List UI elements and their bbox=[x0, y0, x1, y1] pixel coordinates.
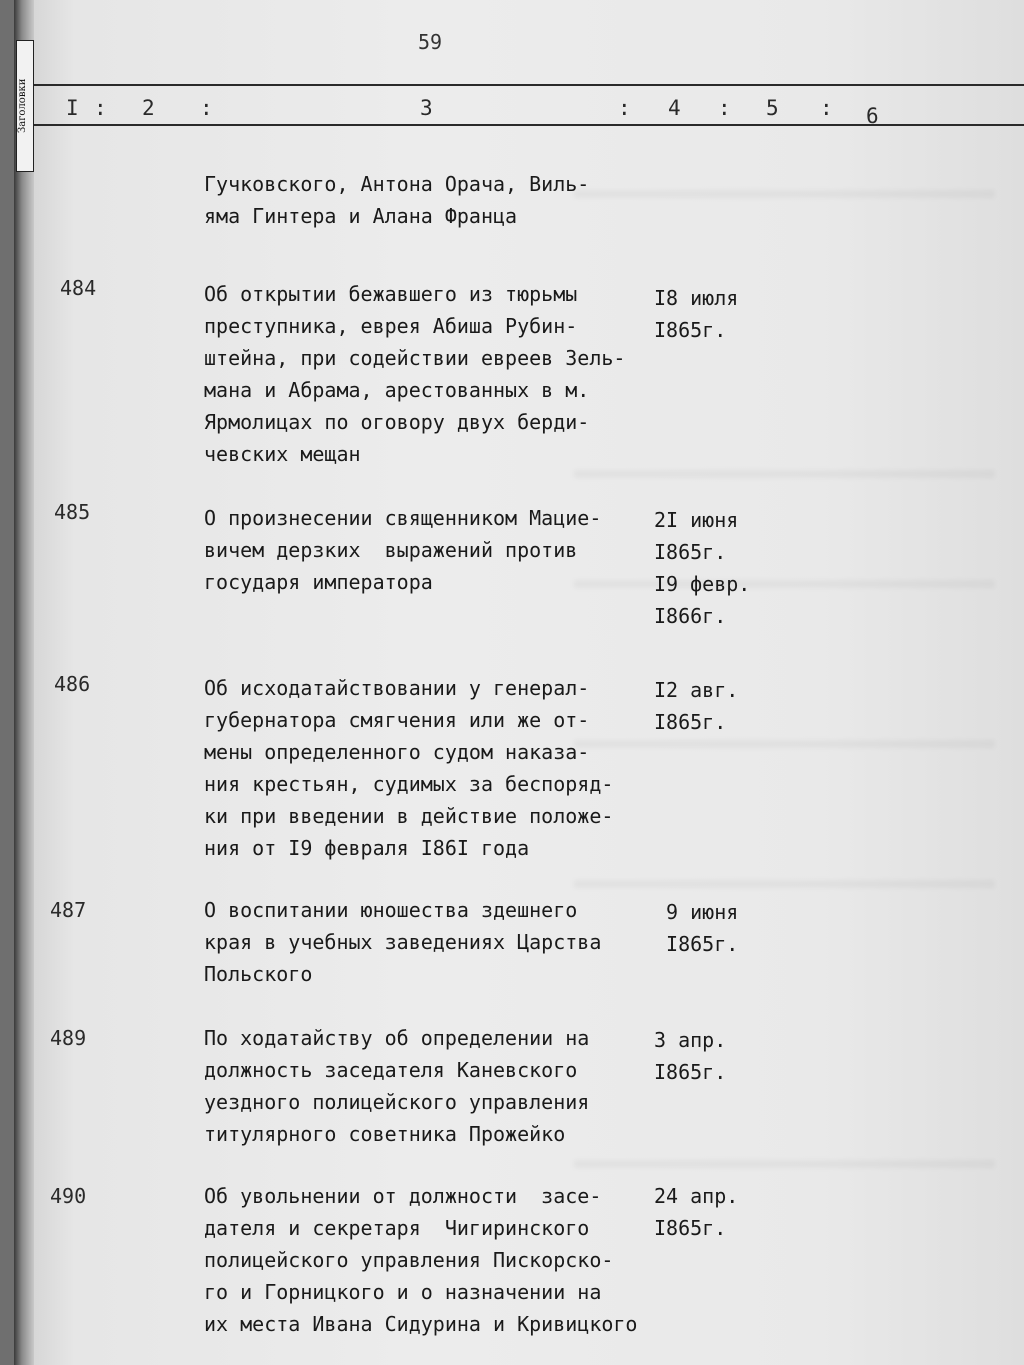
text-line: Польского bbox=[204, 962, 313, 986]
record-description bbox=[204, 278, 674, 470]
record-dates bbox=[654, 674, 774, 738]
date-line: I865г. bbox=[654, 540, 727, 564]
text-line: По ходатайству об определении на bbox=[204, 1026, 590, 1050]
record-number: 486 bbox=[54, 672, 91, 696]
column-header-6: 6 bbox=[866, 104, 879, 128]
page-number: 59 bbox=[418, 30, 443, 54]
text-line: чевских мещан bbox=[204, 442, 361, 466]
document-page bbox=[14, 0, 1024, 1365]
spine-label: Заголовки bbox=[16, 40, 34, 172]
text-line: ки при введении в действие положе- bbox=[204, 804, 614, 828]
column-header-1: I bbox=[66, 96, 79, 120]
date-line: I9 февр. bbox=[654, 572, 751, 596]
date-line: I865г. bbox=[654, 1060, 727, 1084]
text-line: преступника, еврея Абиша Рубин- bbox=[204, 314, 578, 338]
text-line: Об увольнении от должности засе- bbox=[204, 1184, 602, 1208]
continuation-text bbox=[204, 168, 674, 232]
date-line: I2 авг. bbox=[654, 678, 739, 702]
date-line: I865г. bbox=[654, 318, 727, 342]
record-dates bbox=[654, 504, 774, 632]
record-number: 487 bbox=[50, 898, 87, 922]
record-dates bbox=[654, 896, 774, 960]
date-line: 3 апр. bbox=[654, 1028, 727, 1052]
record-dates bbox=[654, 1180, 774, 1244]
date-line: I865г. bbox=[654, 710, 727, 734]
text-line: Гучковского, Антона Орача, Виль- bbox=[204, 172, 590, 196]
record-number: 489 bbox=[50, 1026, 87, 1050]
text-line: Об открытии бежавшего из тюрьмы bbox=[204, 282, 578, 306]
text-line: края в учебных заведениях Царства bbox=[204, 930, 602, 954]
record-description bbox=[204, 1180, 674, 1340]
record-dates bbox=[654, 282, 774, 346]
column-separator: : bbox=[718, 96, 731, 120]
column-header-5: 5 bbox=[766, 96, 779, 120]
text-line: уездного полицейского управления bbox=[204, 1090, 590, 1114]
text-line: губернатора смягчения или же от- bbox=[204, 708, 590, 732]
column-header-4: 4 bbox=[668, 96, 681, 120]
record-number: 485 bbox=[54, 500, 91, 524]
column-separator: : bbox=[200, 96, 213, 120]
date-line: I865г. bbox=[654, 932, 739, 956]
date-line: 24 апр. bbox=[654, 1184, 739, 1208]
text-line: мены определенного судом наказа- bbox=[204, 740, 590, 764]
text-line: дателя и секретаря Чигиринского bbox=[204, 1216, 590, 1240]
text-line: О воспитании юношества здешнего bbox=[204, 898, 578, 922]
text-line: должность заседателя Каневского bbox=[204, 1058, 578, 1082]
text-line: Об исходатайствовании у генерал- bbox=[204, 676, 590, 700]
date-line: 9 июня bbox=[654, 900, 739, 924]
column-separator: : bbox=[94, 96, 107, 120]
text-line: штейна, при содействии евреев Зель- bbox=[204, 346, 626, 370]
record-description bbox=[204, 502, 674, 598]
text-line: ния крестьян, судимых за беспоряд- bbox=[204, 772, 614, 796]
text-line: Ярмолицах по оговору двух берди- bbox=[204, 410, 590, 434]
column-separator: : bbox=[618, 96, 631, 120]
text-line: вичем дерзких выражений против bbox=[204, 538, 578, 562]
record-number: 490 bbox=[50, 1184, 87, 1208]
record-description bbox=[204, 1022, 674, 1150]
column-header-2: 2 bbox=[142, 96, 155, 120]
text-line: титулярного советника Прожейко bbox=[204, 1122, 566, 1146]
record-description bbox=[204, 894, 674, 990]
record-description bbox=[204, 672, 674, 864]
date-line: I8 июля bbox=[654, 286, 739, 310]
text-line: их места Ивана Сидурина и Кривицкого bbox=[204, 1312, 638, 1336]
text-line: О произнесении священником Мацие- bbox=[204, 506, 602, 530]
text-line: полицейского управления Пискорско- bbox=[204, 1248, 614, 1272]
text-line: ния от I9 февраля I86I года bbox=[204, 836, 530, 860]
date-line: 2I июня bbox=[654, 508, 739, 532]
record-dates bbox=[654, 1024, 774, 1088]
binding-spine bbox=[14, 0, 34, 1365]
text-line: государя императора bbox=[204, 570, 433, 594]
column-separator: : bbox=[820, 96, 833, 120]
text-line: мана и Абрама, арестованных в м. bbox=[204, 378, 590, 402]
text-line: яма Гинтера и Алана Франца bbox=[204, 204, 518, 228]
text-line: го и Горницкого и о назначении на bbox=[204, 1280, 602, 1304]
column-header-3: 3 bbox=[420, 96, 433, 120]
date-line: I866г. bbox=[654, 604, 727, 628]
header-rule-top bbox=[34, 84, 1024, 86]
date-line: I865г. bbox=[654, 1216, 727, 1240]
record-number: 484 bbox=[60, 276, 97, 300]
